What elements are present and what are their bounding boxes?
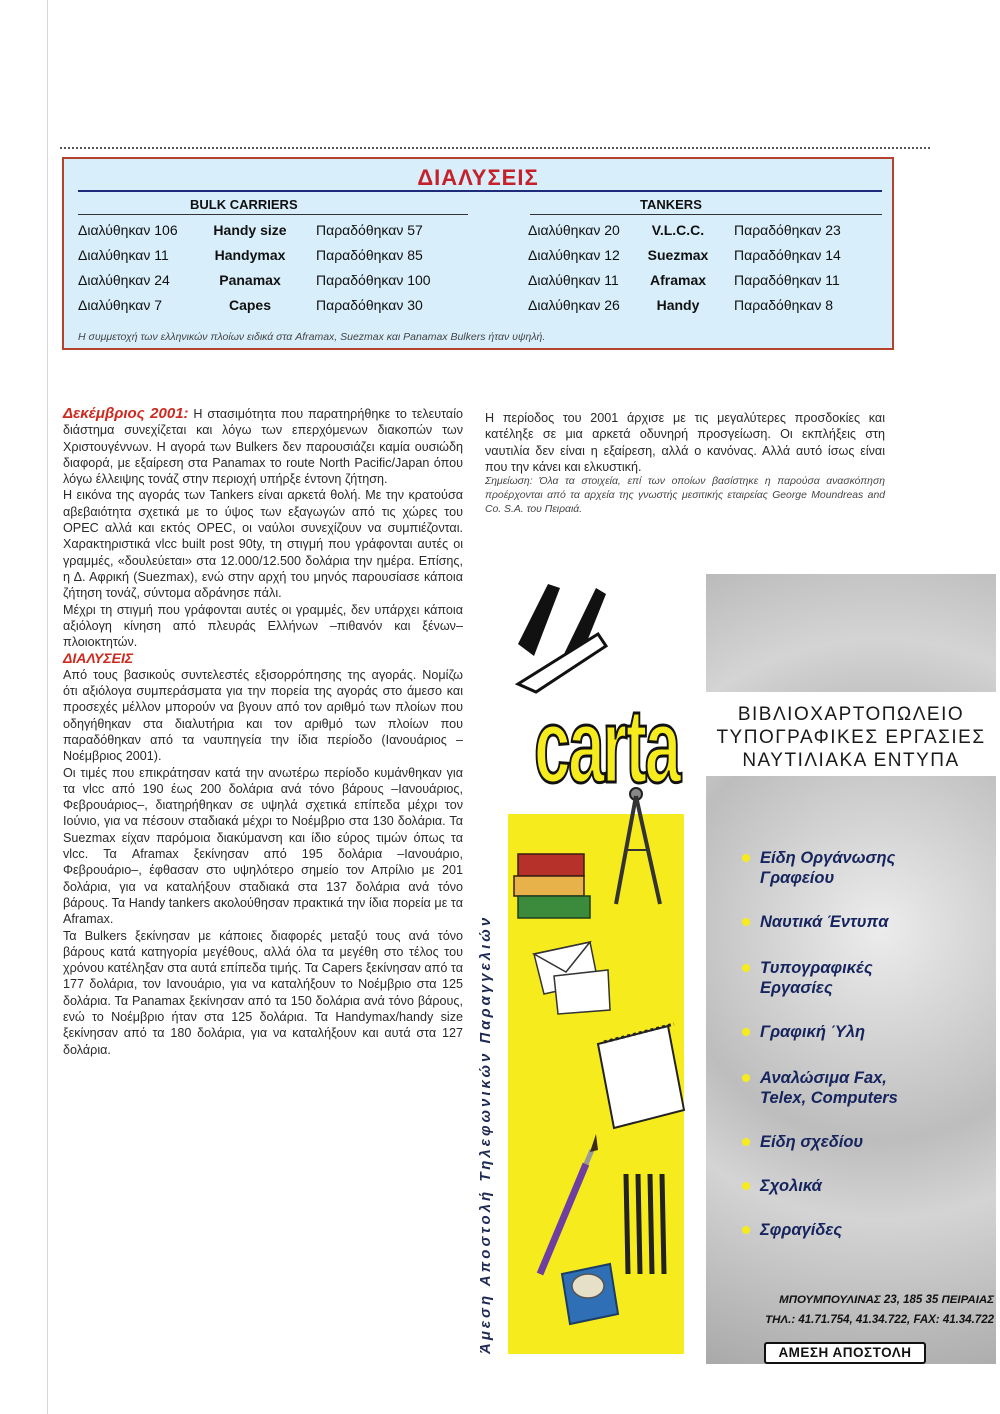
ad-item-line: Γραφική Ύλη <box>760 1023 866 1041</box>
ad-item-line: Σφραγίδες <box>760 1221 843 1239</box>
vessel-size: Handy <box>656 297 700 313</box>
carta-advertisement[interactable] <box>478 574 996 1364</box>
vessel-size: Handymax <box>214 247 286 263</box>
notepad-icon <box>598 1024 684 1128</box>
scrapped-count: Διαλύθηκαν 11 <box>528 272 619 288</box>
ad-list-item <box>760 1022 865 1042</box>
ad-item-line: Είδη σχεδίου <box>760 1133 864 1151</box>
lead-text: Η στασιμότητα που παρατηρήθηκε το τελευταίο διάστημα συνεχίζεται και λόγω των επερχόμενων διακοπών των Χριστουγέννων. Η αγορά των Bulkers δεν παρουσιάζει καμία ουσιώδη διαφορά, με εξαίρεση στα Panamax το route North Pacific/Japan όπου λόγω έλλειψης τονάζ στην περιοχή υπήρξε έντονη ζήτηση. <box>63 407 464 487</box>
article-column-left <box>63 406 463 1058</box>
vertical-slogan: Άμεση Αποστολή Τηλεφωνικών Παραγγελιών <box>477 914 494 1354</box>
vessel-size: Handy size <box>213 222 287 238</box>
direct-delivery-button[interactable]: ΑΜΕΣΗ ΑΠΟΣΤΟΛΗ <box>764 1342 926 1364</box>
stats-note: Η συμμετοχή των ελληνικών πλοίων ειδικά στα Aframax, Suezmax και Panamax Bulkers ήταν υψηλή. <box>78 331 546 343</box>
ad-item-line: Ναυτικά Έντυπα <box>760 913 889 931</box>
ad-list-item <box>760 848 895 888</box>
delivered-count: Παραδόθηκαν 57 <box>316 222 423 238</box>
stats-title-rule <box>78 190 882 192</box>
scrapped-count: Διαλύθηκαν 7 <box>78 297 163 313</box>
lead-paragraph <box>63 406 463 487</box>
paragraph: Από τους βασικούς συντελεστές εξισορρόπησης της αγοράς. Νομίζω ότι αξιόλογα συμπεράσματα για την πορεία της αγοράς στο άμεσο και προσεχές μέλλον μπορούν να βγουν από τον αριθμό των πλοίων που οδηγήθηκαν στα διαλυτήρια και τον αριθμό των πλοίων που παραδόθηκαν από τα ναυπηγεία την ίδια περίοδο (Ιανουάριος – Νοέμβριος 2001). <box>63 667 463 764</box>
article-column-right <box>485 410 885 517</box>
bullet-icon <box>742 918 750 926</box>
vessel-size: Panamax <box>219 272 281 288</box>
ad-list-item <box>760 958 873 998</box>
tankers-heading: TANKERS <box>640 197 702 212</box>
delivered-count: Παραδόθηκαν 8 <box>734 297 834 313</box>
books-icon <box>514 854 590 918</box>
ad-item-line: Είδη Οργάνωσης <box>760 849 896 867</box>
source-note: Σημείωση: Όλα τα στοιχεία, επί των οποίων βασίστηκε η παρούσα ανασκόπηση προέρχονται από τα αρχεία της γνωστής μεσιτικής εταιρείας George Moundreas and Co. S.A. του Πειραιά. <box>485 476 885 516</box>
delivered-count: Παραδόθηκαν 23 <box>734 222 841 238</box>
paragraph: Μέχρι τη στιγμή που γράφονται αυτές οι γραμμές, δεν υπάρχει κάποια αξιόλογη κίνηση από πλευράς Ελλήνων –πιθανόν και ξένων– πλοιοκτητών. <box>63 602 463 650</box>
ad-illustration-panel <box>478 574 706 1364</box>
paintbrush-icon <box>540 1134 598 1274</box>
ad-list-item <box>760 1176 822 1196</box>
ad-list-item <box>760 1220 842 1240</box>
bullet-icon <box>742 854 750 862</box>
scrapped-count: Διαλύθηκαν 26 <box>528 297 620 313</box>
bullet-icon <box>742 1138 750 1146</box>
delivered-count: Παραδόθηκαν 85 <box>316 247 423 263</box>
scrapped-count: Διαλύθηκαν 12 <box>528 247 620 263</box>
paragraph: Η εικόνα της αγοράς των Tankers είναι αρκετά θολή. Με την κρατούσα αβεβαιότητα σχετικά με το ύψος των εξαγωγών από τις χώρες του OPEC αλλά και εκτός OPEC, οι ναύλοι συνεχίζουν να συμπιέζονται. Χαρακτηριστικά vlcc built post 90ty, τη στιγμή που γράφονται αυτές οι γραμμές, «δουλεύεται» στα 12.000/12.500 δολάρια την ημέρα. Επίσης, η Δ. Αφρική (Suezmax), ενώ στην αρχή του μηνός παρουσίασε κάποια ζήτηση τονάζ, σύντομα αδράνησε πάλι. <box>63 488 463 601</box>
bullet-icon <box>742 1028 750 1036</box>
bullet-icon <box>742 1226 750 1234</box>
scrapped-count: Διαλύθηκαν 11 <box>78 247 169 263</box>
ad-heading-line: ΝΑΥΤΙΛΙΑΚΑ ΕΝΤΥΠΑ <box>742 750 960 771</box>
tankers-rule <box>530 214 882 215</box>
ad-list-item <box>760 1132 863 1152</box>
paragraph: Τα Bulkers ξεκίνησαν με κάποιες διαφορές μεταξύ τους ανά τόνο βάρους κατά κατηγορία μεγέθους, αλλά όλα τα μεγέθη στο τέλος του χρόνου κατέληξαν στα αυτά επίπεδα τιμής. Τα Capers ξεκίνησαν από τα 177 δολάρια, τον Ιανουάριο, για να καταλήξουν το Νοέμβριο στα 125 δολάρια. Τα Panamax ξεκίνησαν από τα 150 δολάρια ανά τόνο βάρους, ενώ το Νοέμβριο ήταν στα 125 δολάρια. Τα Handymax/handy size ξεκίνησαν από τα 180 δολάρια, για να καταλήξουν και αυτά στα 127 δολάρια. <box>63 928 463 1057</box>
ad-info-panel <box>706 574 996 1364</box>
paragraph: Η περίοδος του 2001 άρχισε με τις μεγαλύτερες προσδοκίες και κατέληξε σε μια αρκετά οδυνηρή προσγείωση. Οι εκπλήξεις στη ναυτιλία δεν είναι η εξαίρεση, αλλά ο κανόνας. Αλλά αυτό ίσως είναι που την κάνει και ελκυστική. <box>485 411 885 474</box>
bulk-carriers-heading: BULK CARRIERS <box>190 197 298 212</box>
scrapped-count: Διαλύθηκαν 20 <box>528 222 620 238</box>
vessel-size: V.L.C.C. <box>651 222 705 238</box>
paragraph: Οι τιμές που επικράτησαν κατά την ανωτέρω περίοδο κυμάνθηκαν για τα vlcc από 190 έως 200 δολάρια ανά τόνο βάρους –Ιανουάριος, Φεβρουάριος–, διατηρήθηκαν σε υψηλά σχετικά επίπεδα μέχρι τον Ιούνιο, για να πέσουν σταδιακά μέχρι το Νοέμβριο στα 130 δολάρια. Τα Suezmax είχαν παρόμοια διακύμανση και ίδιο εύρος τιμών όπως τα vlcc. Τα Aframax ξεκίνησαν από 195 δολάρια –Ιανουάριο, Φεβρουάριο–, έφθασαν στο υψηλότερο σημείο τον Απρίλιο με 201 δολάρια, για να καταλήξουν σταδιακά στα 137 δολάρια ανά τόνο βάρους. Τα Handy tankers ακολούθησαν πρακτικά την ίδια πορεία με τα Aframax. <box>63 765 463 927</box>
bullet-icon <box>742 1074 750 1082</box>
carta-logo: carta <box>534 687 679 805</box>
scrapping-stats-box <box>62 157 894 350</box>
bullet-icon <box>742 964 750 972</box>
pencil-mark-icon <box>518 584 606 692</box>
delivered-count: Παραδόθηκαν 11 <box>734 272 840 288</box>
ad-heading-line: ΒΙΒΛΙΟΧΑΡΤΟΠΩΛΕΙΟ <box>737 704 965 725</box>
ad-item-line: Γραφείου <box>760 869 835 887</box>
pencils-icon <box>626 1174 664 1274</box>
vessel-size: Capes <box>228 297 272 313</box>
delivered-count: Παραδόθηκαν 100 <box>316 272 431 288</box>
dotted-divider <box>60 147 930 149</box>
envelopes-icon <box>534 942 610 1014</box>
ad-item-line: Εργασίες <box>760 979 833 997</box>
stats-title: ΔΙΑΛΥΣΕΙΣ <box>417 165 539 190</box>
delivered-count: Παραδόθηκαν 14 <box>734 247 841 263</box>
delivered-count: Παραδόθηκαν 30 <box>316 297 423 313</box>
scrapped-count: Διαλύθηκαν 106 <box>78 222 178 238</box>
ad-list-item <box>760 912 889 932</box>
tape-dispenser-icon <box>562 1264 618 1324</box>
ad-item-line: Telex, Computers <box>760 1089 898 1107</box>
ad-item-line: Σχολικά <box>760 1177 822 1195</box>
ad-item-line: Τυπογραφικές <box>760 959 873 977</box>
ad-address: ΜΠΟΥΜΠΟΥΛΙΝΑΣ 23, 185 35 ΠΕΙΡΑΙΑΣ <box>779 1294 994 1306</box>
bullet-icon <box>742 1182 750 1190</box>
ad-item-line: Αναλώσιμα Fax, <box>760 1069 887 1087</box>
ad-heading-line: ΤΥΠΟΓΡΑΦΙΚΕΣ ΕΡΓΑΣΙΕΣ <box>716 727 986 748</box>
ad-list-item <box>760 1068 898 1108</box>
page-edge <box>47 0 48 1414</box>
ad-phones: ΤΗΛ.: 41.71.754, 41.34.722, FAX: 41.34.722 <box>765 1314 994 1326</box>
vessel-size: Aframax <box>649 272 707 288</box>
vessel-size: Suezmax <box>647 247 709 263</box>
section-heading: ΔΙΑΛΥΣΕΙΣ <box>63 650 134 667</box>
bulk-carriers-rule <box>78 214 468 215</box>
scrapped-count: Διαλύθηκαν 24 <box>78 272 170 288</box>
lead-heading: Δεκέμβριος 2001: <box>63 405 189 422</box>
